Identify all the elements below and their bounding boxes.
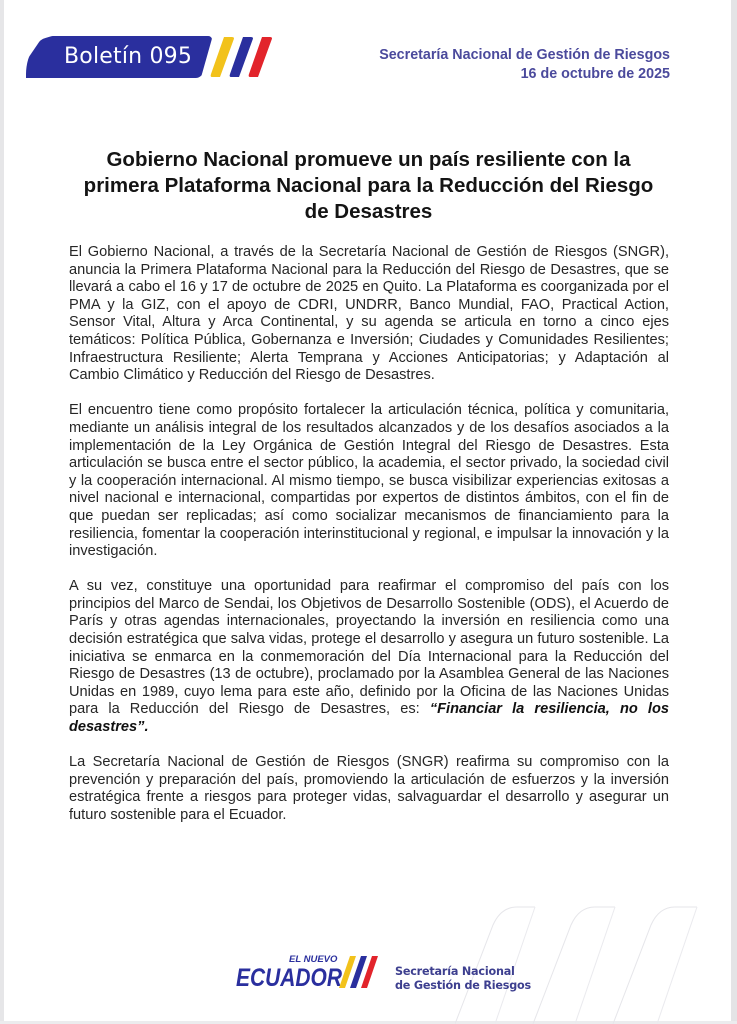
press-release-body [69, 244, 669, 842]
flag-stripes-icon [210, 33, 272, 81]
header-date: 16 de octubre de 2025 [520, 66, 670, 82]
stripe-yellow [211, 37, 234, 77]
footer-institution-line2: de Gestión de Riesgos [395, 979, 531, 992]
page-edge-right [731, 0, 737, 1024]
press-release-title: Gobierno Nacional promueve un país resiliente con la primera Plataforma Nacional para la Reducción del Riesgo de Desastres [83, 148, 654, 223]
logo-small-text: EL NUEVO [289, 954, 338, 965]
stripe-blue [230, 37, 253, 77]
paragraph-3 [69, 578, 669, 736]
paragraph-1: El Gobierno Nacional, a través de la Secretaría Nacional de Gestión de Riesgos (SNGR), anuncia la Primera Plataforma Nacional para la Reducción del Riesgo de Desastres, que se llevará a cabo el 16 y 17 de octubre de 2025 en Quito. La Plataforma es coorganizada por el PMA y la GIZ, con el apoyo de CDRI, UNDRR, Banco Mundial, FAO, Practical Action, Sensor Vital, Altura y Arca Continental, y su agenda se articula en torno a cinco ejes temáticos: Política Pública, Gobernanza e Inversión; Ciudades y Comunidades Resilientes; Infraestructura Resiliente; Alerta Temprana y Acciones Anticipatorias; y Adaptación al Cambio Climático y Reducción del Riesgo de Desastres. [69, 244, 669, 384]
paragraph-2: El encuentro tiene como propósito fortalecer la articulación técnica, política y comunitaria, mediante un análisis integral de los resultados alcanzados y de los desafíos asociados a la implementación de la Ley Orgánica de Gestión Integral del Riesgo de Desastres. Esta articulación se busca entre el sector público, la academia, el sector privado, la sociedad civil y la cooperación internacional. Al mismo tiempo, se busca visibilizar experiencias exitosas a nivel nacional e internacional, compartidas por expertos de distintos ámbitos, con el fin de que puedan ser replicadas; así como socializar mecanismos de financiamiento para la resiliencia, fomentar la cooperación interinstitucional y regional, e impulsar la innovación y la investigación. [69, 402, 669, 560]
logo-main-text: ECUADOR [236, 964, 342, 992]
footer-institution-line1: Secretaría Nacional [395, 965, 515, 978]
el-nuevo-ecuador-logo [234, 950, 384, 992]
header-meta [379, 46, 670, 84]
bulletin-label: Boletín 095 [64, 44, 193, 69]
paragraph-4: La Secretaría Nacional de Gestión de Riesgos (SNGR) reafirma su compromiso con la prevención y preparación del país, promoviendo la articulación de esfuerzos y la inversión estratégica frente a riesgos para proteger vidas, salvaguardar el desarrollo y asegurar un futuro sostenible para el Ecuador. [69, 754, 669, 823]
slogan-quote: “Financiar la resiliencia, no los desastres”. [69, 701, 669, 736]
footer-institution [395, 965, 531, 993]
paragraph-3-text: A su vez, constituye una oportunidad para reafirmar el compromiso del país con los principios del Marco de Sendai, los Objetivos de Desarrollo Sostenible (ODS), el Acuerdo de París y otras agendas internacionales, proyectando la inversión en resiliencia como una decisión estratégica que salva vidas, protege el desarrollo y asegura un futuro sostenible. La iniciativa se enmarca en la conmemoración del Día Internacional para la Reducción del Riesgo de Desastres (13 de octubre), proclamado por la Asamblea General de las Naciones Unidas en 1989, cuyo lema para este año, definido por la Oficina de las Naciones Unidas para la Reducción del Riesgo de Desastres, es: [69, 578, 669, 718]
stripe-red [249, 37, 272, 77]
page-edge-left [0, 0, 4, 1024]
header-institution: Secretaría Nacional de Gestión de Riesgos [379, 47, 670, 63]
